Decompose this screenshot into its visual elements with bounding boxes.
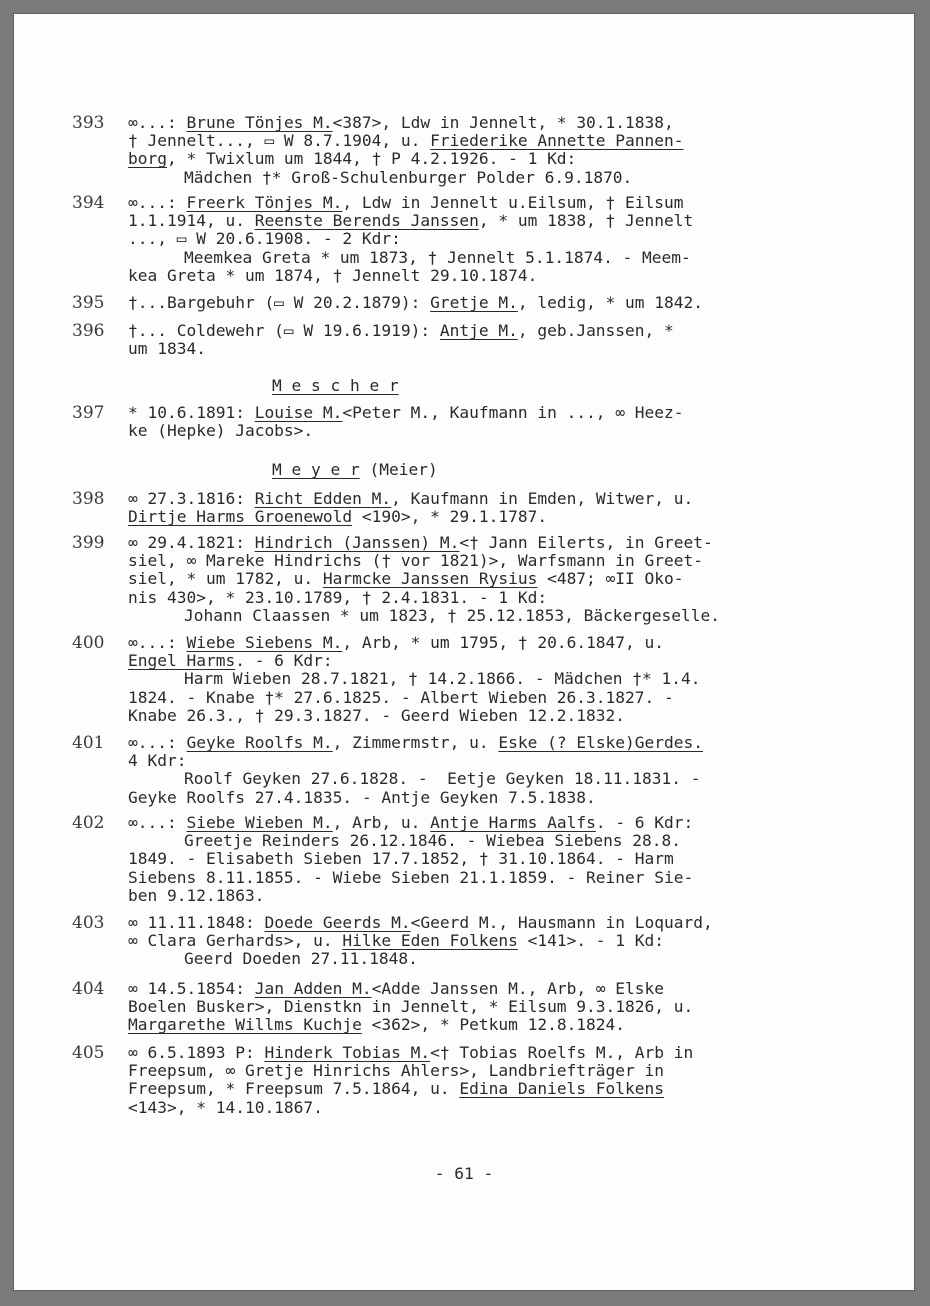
entry-line [128, 132, 684, 150]
underlined-name: borg [128, 149, 167, 169]
page-number: - 61 - [434, 1164, 494, 1183]
underlined-name: Doede Geerds M. [264, 913, 411, 932]
text-segment: , Zimmermstr, u. [332, 733, 499, 752]
entry-line [128, 404, 684, 422]
entry-line [128, 490, 693, 508]
text-segment: ke (Hepke) Jacobs>. [128, 421, 314, 441]
entry-line [184, 950, 418, 968]
entry-line [128, 212, 693, 230]
entry-line [128, 194, 684, 212]
text-segment: ∞ 27.3.1816: [128, 489, 255, 508]
entry-line [128, 294, 703, 312]
text-segment: Geerd Doeden 27.11.1848. [184, 949, 418, 969]
text-segment: ∞...: [128, 733, 187, 752]
entry-number: 402 [72, 813, 105, 833]
underlined-name: Antje M. [439, 321, 518, 340]
entry-line [184, 249, 691, 267]
entry-line [128, 552, 703, 570]
entry-line [128, 114, 674, 132]
underlined-name: Brune Tönjes M. [186, 113, 333, 132]
entry-line [128, 707, 625, 725]
text-segment: <143>, * 14.10.1867. [128, 1097, 323, 1117]
underlined-name: Gretje M. [430, 293, 518, 312]
entry-number: 403 [72, 913, 105, 933]
text-segment: * 10.6.1891: [128, 403, 255, 422]
entry-line [128, 1062, 664, 1080]
entry-line [128, 1016, 625, 1034]
entry-number: 393 [72, 113, 105, 133]
text-segment: Greetje Reinders 26.12.1846. - Wiebea Siebens 28.8. [184, 831, 682, 851]
entry-line [184, 832, 681, 850]
underlined-name: Freerk Tönjes M. [186, 193, 343, 212]
document-text [14, 14, 914, 1290]
surname-heading [272, 376, 399, 395]
text-segment: <190>, * 29.1.1787. [352, 507, 548, 527]
text-segment: ∞...: [128, 633, 187, 652]
text-segment: <487; ∞II Oko- [537, 569, 684, 589]
text-segment: . - 6 Kdr: [595, 813, 694, 832]
text-segment: kea Greta * um 1874, † Jennelt 29.10.1874. [128, 265, 538, 285]
underlined-name: Jan Adden M. [254, 979, 372, 998]
underlined-name: Siebe Wieben M. [186, 813, 333, 832]
entry-line [128, 850, 674, 868]
surname-title: M e s c h e r [272, 376, 399, 395]
entry-line [128, 689, 674, 707]
text-segment: , * Twixlum um 1844, † P 4.2.1926. - 1 Kd: [166, 149, 577, 169]
text-segment: Knabe 26.3., † 29.3.1827. - Geerd Wieben 12.2.1832. [128, 705, 626, 725]
entry-line [128, 230, 401, 248]
entry-number: 399 [72, 533, 105, 553]
text-segment: . - 6 Kdr: [235, 651, 333, 671]
text-segment: ∞...: [128, 113, 187, 132]
underlined-name: Antje Harms Aalfs [430, 813, 596, 832]
underlined-name: Engel Harms [128, 651, 236, 671]
entry-number: 400 [72, 633, 105, 653]
text-segment: Boelen Busker>, Dienstkn in Jennelt, * Eilsum 9.3.1826, u. [128, 997, 694, 1017]
underlined-name: Hilke Eden Folkens [342, 931, 518, 951]
entry-number: 396 [72, 321, 105, 341]
underlined-name: Hindrich (Janssen) M. [254, 533, 460, 552]
entry-line [184, 670, 701, 688]
text-segment: Freepsum, ∞ Gretje Hinrichs Ahlers>, Landbriefträger in [128, 1061, 665, 1081]
text-segment: ben 9.12.1863. [128, 885, 265, 905]
text-segment: † Jennelt..., ▭ W 8.7.1904, u. [128, 131, 431, 151]
entry-number: 398 [72, 489, 105, 509]
underlined-name: Harmcke Janssen Rysius [322, 569, 538, 589]
text-segment: ∞ 11.11.1848: [128, 913, 265, 932]
text-segment: †... Coldewehr (▭ W 19.6.1919): [128, 321, 440, 340]
entry-line [128, 589, 547, 607]
entry-line [128, 570, 684, 588]
text-segment: ..., ▭ W 20.6.1908. - 2 Kdr: [128, 229, 401, 249]
text-segment: 1824. - Knabe †* 27.6.1825. - Albert Wieben 26.3.1827. - [128, 687, 674, 707]
surname-heading [272, 460, 438, 479]
text-segment: Siebens 8.11.1855. - Wiebe Sieben 21.1.1859. - Reiner Sie- [128, 867, 694, 887]
underlined-name: Margarethe Willms Kuchje [128, 1015, 362, 1035]
entry-line [128, 508, 547, 526]
entry-line [184, 770, 701, 788]
underlined-name: Eske (? Elske)Gerdes. [498, 733, 704, 752]
text-segment: , * um 1838, † Jennelt [478, 211, 694, 231]
text-segment: Mädchen †* Groß-Schulenburger Polder 6.9.1870. [184, 167, 633, 187]
entry-line [128, 980, 664, 998]
entry-line [128, 634, 664, 652]
underlined-name: Edina Daniels Folkens [459, 1079, 665, 1099]
text-segment: <Geerd M., Hausmann in Loquard, [410, 913, 713, 932]
entry-line [128, 814, 693, 832]
text-segment: Johann Claassen * um 1823, † 25.12.1853, Bäckergeselle. [184, 605, 721, 625]
entry-line [128, 1099, 323, 1117]
text-segment: siel, ∞ Mareke Hindrichs († vor 1821)>, Warfsmann in Greet- [128, 551, 703, 571]
text-segment: ∞ 6.5.1893 P: [128, 1043, 265, 1062]
entry-line [128, 998, 693, 1016]
text-segment: <Peter M., Kaufmann in ..., ∞ Heez- [342, 403, 684, 422]
text-segment: <† Tobias Roelfs M., Arb in [430, 1043, 694, 1062]
underlined-name: Geyke Roolfs M. [186, 733, 333, 752]
entry-number: 401 [72, 733, 105, 753]
text-segment: <† Jann Eilerts, in Greet- [459, 533, 713, 552]
underlined-name: Richt Edden M. [254, 489, 392, 508]
text-segment: , ledig, * um 1842. [517, 293, 704, 312]
text-segment: ∞...: [128, 193, 187, 212]
entry-line [128, 869, 693, 887]
text-segment: , Arb, u. [332, 813, 431, 832]
entry-line [128, 340, 206, 358]
entry-line [128, 322, 674, 340]
text-segment: , Arb, * um 1795, † 20.6.1847, u. [342, 633, 665, 652]
document-page [14, 14, 914, 1290]
text-segment: ∞ 14.5.1854: [128, 979, 255, 998]
text-segment: 1849. - Elisabeth Sieben 17.7.1852, † 31.10.1864. - Harm [128, 849, 674, 869]
entry-line [128, 534, 713, 552]
underlined-name: Hinderk Tobias M. [264, 1043, 431, 1062]
surname-title: M e y e r [272, 460, 360, 479]
entry-number: 405 [72, 1043, 105, 1063]
text-segment: 4 Kdr: [128, 751, 187, 771]
underlined-name: Dirtje Harms Groenewold [128, 507, 353, 527]
entry-line [128, 887, 264, 905]
surname-variant: (Meier) [359, 460, 438, 479]
text-segment: 1.1.1914, u. [128, 211, 255, 231]
entry-line [128, 932, 664, 950]
entry-line [184, 607, 720, 625]
text-segment: um 1834. [128, 339, 206, 359]
text-segment: ∞...: [128, 813, 187, 832]
text-segment: <Adde Janssen M., Arb, ∞ Elske [371, 979, 665, 998]
entry-number: 394 [72, 193, 105, 213]
entry-line [184, 169, 632, 187]
entry-line [128, 422, 313, 440]
entry-line [128, 789, 596, 807]
text-segment: <362>, * Petkum 12.8.1824. [361, 1015, 626, 1035]
entry-number: 397 [72, 403, 105, 423]
text-segment: ∞ 29.4.1821: [128, 533, 255, 552]
entry-line [128, 734, 703, 752]
entry-line [128, 752, 186, 770]
text-segment: †...Bargebuhr (▭ W 20.2.1879): [128, 293, 431, 312]
entry-number: 395 [72, 293, 105, 313]
text-segment: , Ldw in Jennelt u.Eilsum, † Eilsum [342, 193, 684, 212]
entry-line [128, 652, 333, 670]
underlined-name: Reenste Berends Janssen [254, 211, 479, 231]
text-segment: Geyke Roolfs 27.4.1835. - Antje Geyken 7.5.1838. [128, 787, 596, 807]
underlined-name: Friederike Annette Pannen- [430, 131, 684, 151]
text-segment: siel, * um 1782, u. [128, 569, 323, 589]
text-segment: , geb.Janssen, * [517, 321, 674, 340]
text-segment: Roolf Geyken 27.6.1828. - Eetje Geyken 18.11.1831. - [184, 769, 701, 789]
text-segment: Harm Wieben 28.7.1821, † 14.2.1866. - Mädchen †* 1.4. [184, 669, 701, 689]
text-segment: , Kaufmann in Emden, Witwer, u. [391, 489, 694, 508]
text-segment: nis 430>, * 23.10.1789, † 2.4.1831. - 1 Kd: [128, 587, 548, 607]
entry-line [128, 267, 537, 285]
underlined-name: Wiebe Siebens M. [186, 633, 343, 652]
entry-line [128, 1044, 693, 1062]
text-segment: ∞ Clara Gerhards>, u. [128, 931, 343, 951]
entry-line [128, 914, 713, 932]
text-segment: Freepsum, * Freepsum 7.5.1864, u. [128, 1079, 460, 1099]
entry-number: 404 [72, 979, 105, 999]
text-segment: <387>, Ldw in Jennelt, * 30.1.1838, [332, 113, 674, 132]
entry-line [128, 150, 576, 168]
text-segment: <141>. - 1 Kd: [517, 931, 665, 951]
entry-line [128, 1080, 664, 1098]
underlined-name: Louise M. [254, 403, 343, 422]
text-segment: Meemkea Greta * um 1873, † Jennelt 5.1.1874. - Meem- [184, 247, 691, 267]
